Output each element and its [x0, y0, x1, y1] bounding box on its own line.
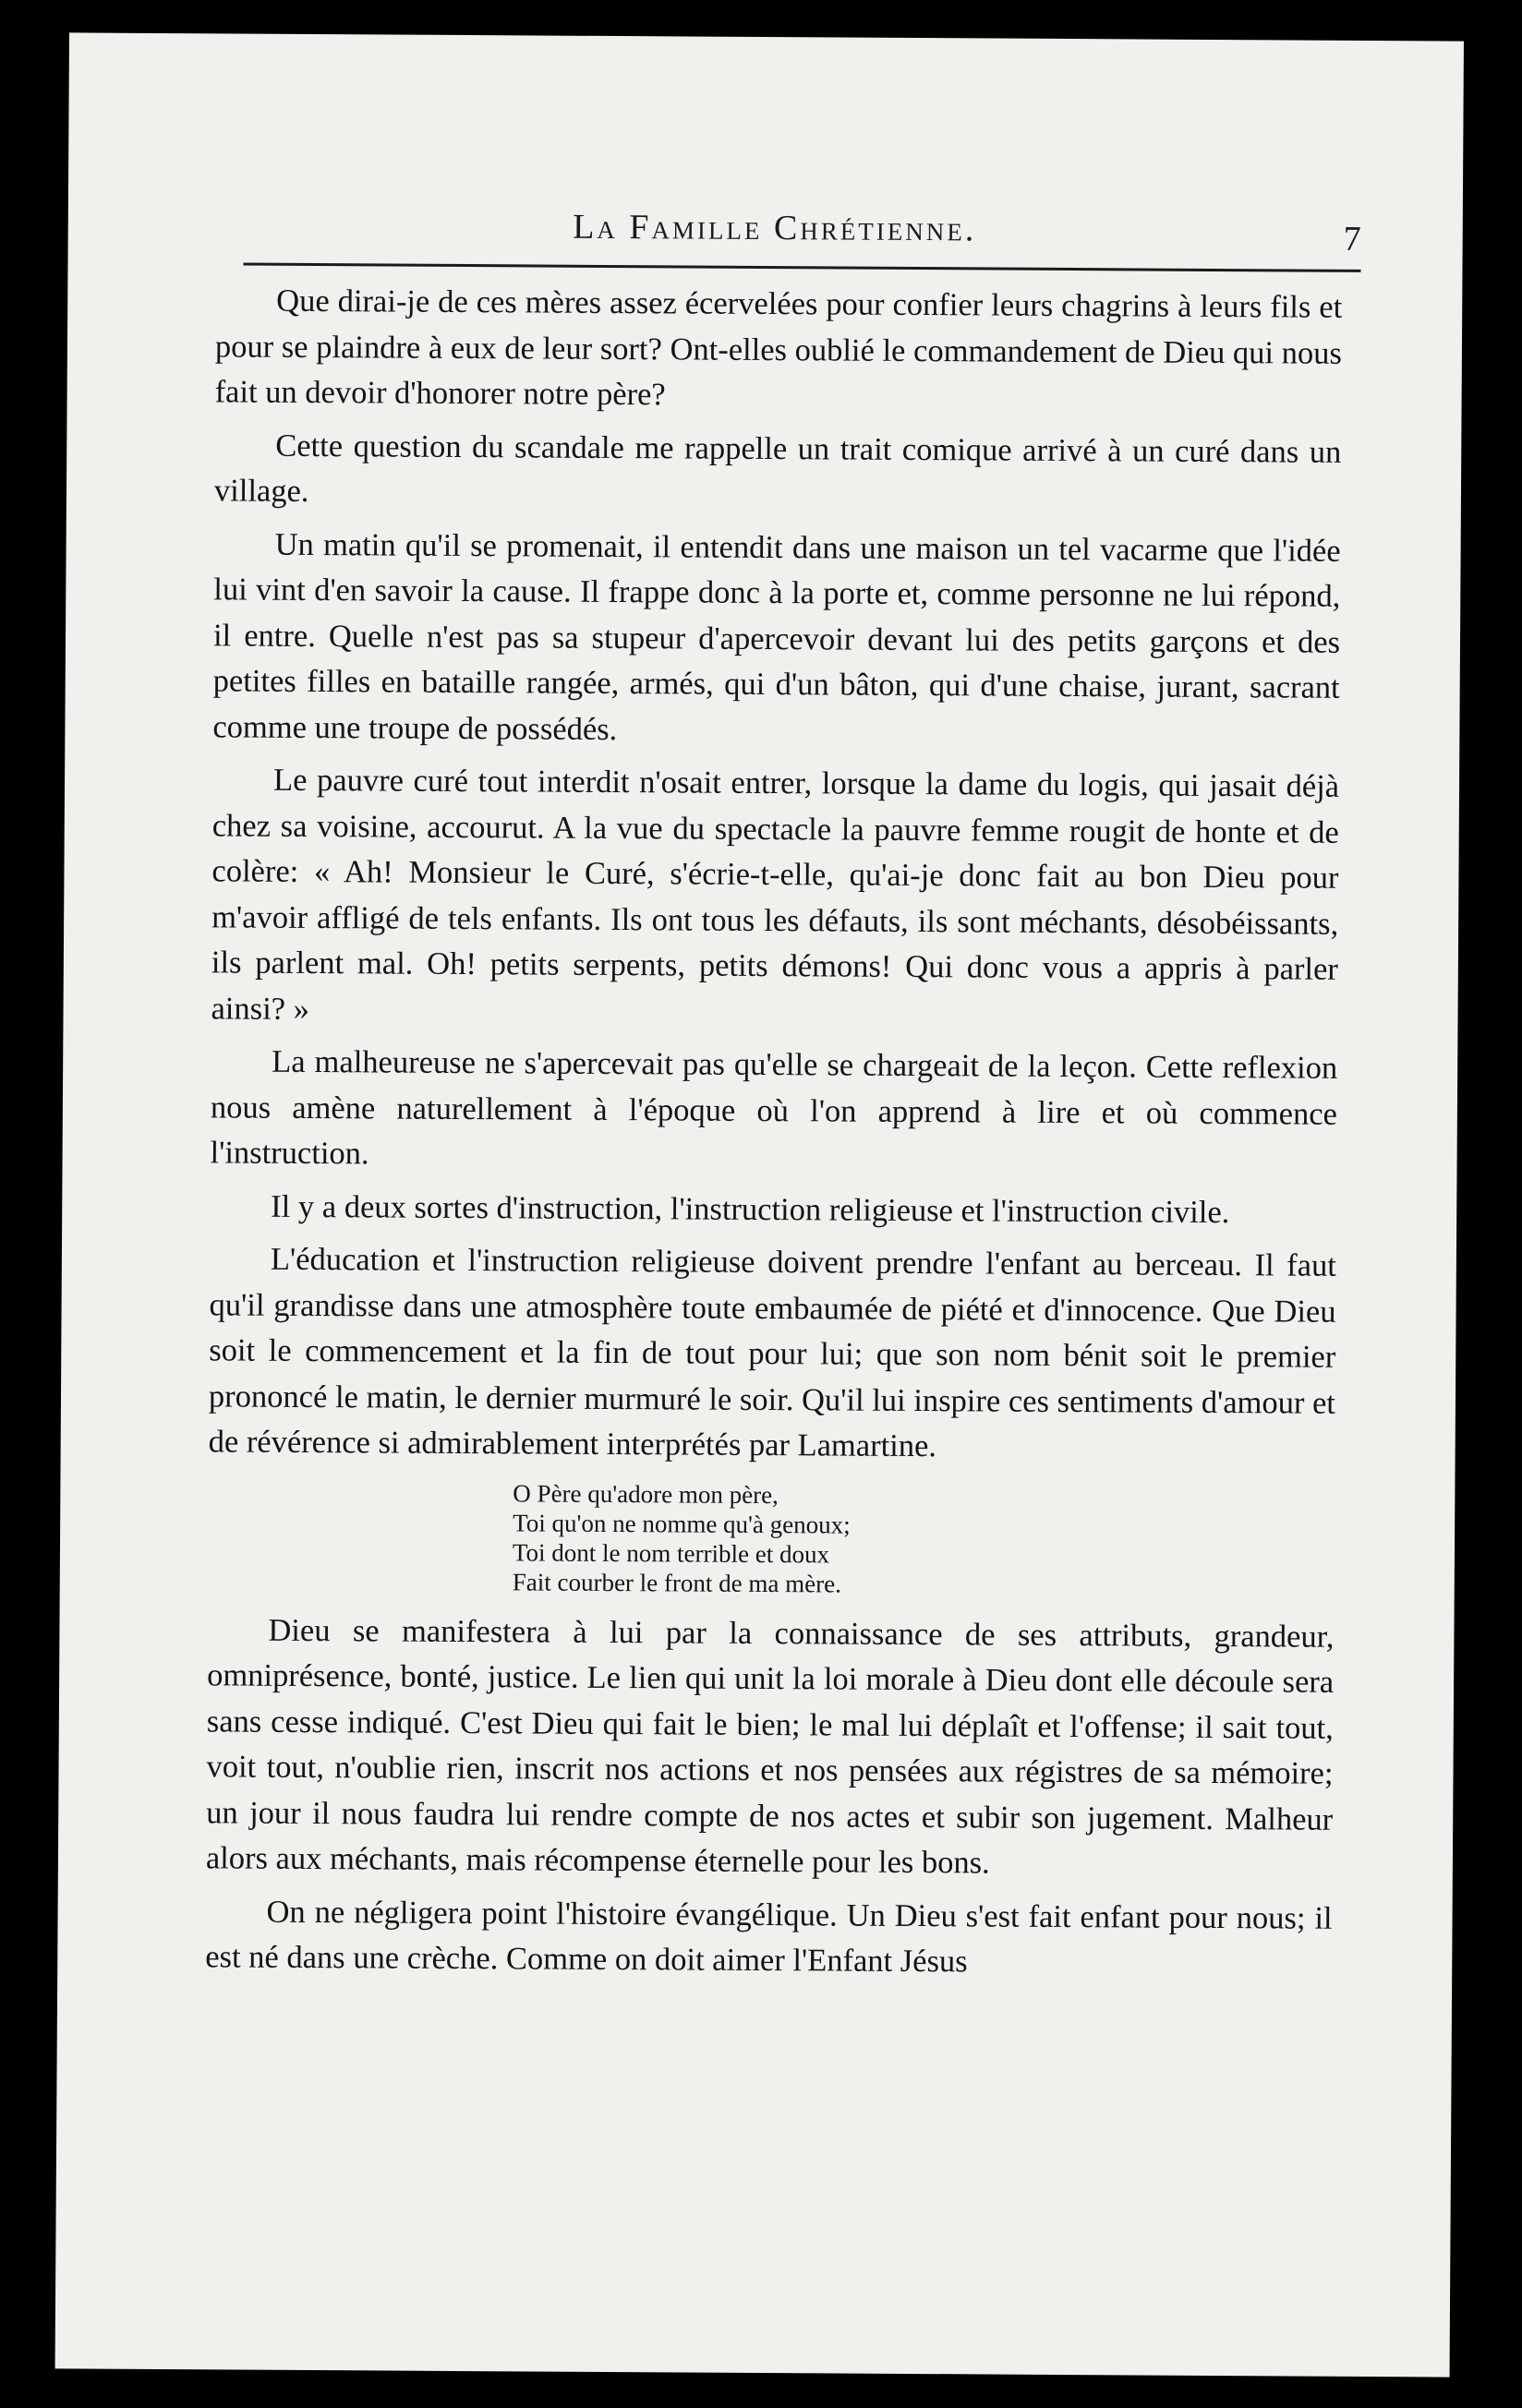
paragraph: L'éducation et l'instruction religieuse doivent prendre l'enfant au berceau. Il faut qu'il grandisse dans une atmosphère toute embaumée de piété et d'innocence. Que Dieu soit le commencement et la fin de tout pour lui; que son nom bénit soit le premier prononcé le matin, le dernier murmuré le soir. Qu'il lui inspire ces sentiments d'amour et de révérence si admirablement interprétés par Lamartine. — [208, 1241, 1336, 1464]
paragraph: Cette question du scandale me rappelle un trait comique arrivé à un curé dans un village. — [213, 427, 1342, 509]
page-header — [244, 205, 1361, 267]
paragraph: Un matin qu'il se promenait, il entendit dans une maison un tel vacarme que l'idée lui vint d'en savoir la cause. Il frappe donc à la porte et, comme personne ne lui répond, il entre. Quelle n'est pas sa stupeur d'apercevoir devant lui des petits garçons et des petites filles en bataille rangée, armés, qui d'un bâton, qui d'une chaise, jurant, sacrant comme une troupe de possédés. — [212, 526, 1341, 747]
paragraph: Il y a deux sortes d'instruction, l'instruction religieuse et l'instruction civile. — [271, 1188, 1230, 1230]
poem-line: Toi qu'on ne nomme qu'à genoux; — [513, 1508, 851, 1539]
running-title: La Famille Chrétienne. — [573, 207, 977, 249]
poem-quotation — [513, 1478, 1335, 1601]
poem-line: Toi dont le nom terrible et doux — [512, 1537, 830, 1568]
paragraph: Le pauvre curé tout interdit n'osait entrer, lorsque la dame du logis, qui jasait déjà chez sa voisine, accourut. A la vue du spectacle la pauvre femme rougit de honte et de colère: « Ah! Monsieur le Curé, s'écrie-t-elle, qu'ai-je donc fait au bon Dieu pour m'avoir affligé de tels enfants. Ils ont tous les défauts, ils sont méchants, désobéissants, ils parlent mal. Oh! petits serpents, petits démons! Qui donc vous a appris à parler ainsi? » — [211, 762, 1340, 1027]
poem-line: Fait courber le front de ma mère. — [512, 1567, 841, 1598]
book-page — [55, 32, 1464, 2377]
paragraph: Que dirai-je de ces mères assez écervelées pour confier leurs chagrins à leurs fils et pour se plaindre à eux de leur sort? Ont-elles oublié le commandement de Dieu qui nous fait un devoir d'honorer notre père? — [214, 283, 1343, 413]
paragraph: La malheureuse ne s'apercevait pas qu'elle se chargeait de la leçon. Cette reflexion nous amène naturellement à l'époque où l'on apprend à lire et où commence l'instruction. — [210, 1043, 1338, 1172]
page-number: 7 — [1343, 219, 1361, 259]
poem-line: O Père qu'adore mon père, — [513, 1478, 779, 1509]
paragraph: On ne négligera point l'histoire évangélique. Un Dieu s'est fait enfant pour nous; il est né dans une crèche. Comme on doit aimer l'Enfant Jésus — [205, 1894, 1333, 1980]
body-text — [205, 278, 1342, 1994]
paragraph: Dieu se manifestera à lui par la connaissance de ses attributs, grandeur, omniprésence, bonté, justice. Le lien qui unit la loi morale à Dieu dont elle découle sera sans cesse indiqué. C'est Dieu qui fait le bien; le mal lui déplaît et l'offense; il sait tout, voit tout, n'oublie rien, inscrit nos actions et nos pensées aux régistres de sa mémoire; un jour il nous faudra lui rendre compte de nos actes et subir son jugement. Malheur alors aux méchants, mais récompense éternelle pour les bons. — [205, 1612, 1335, 1881]
